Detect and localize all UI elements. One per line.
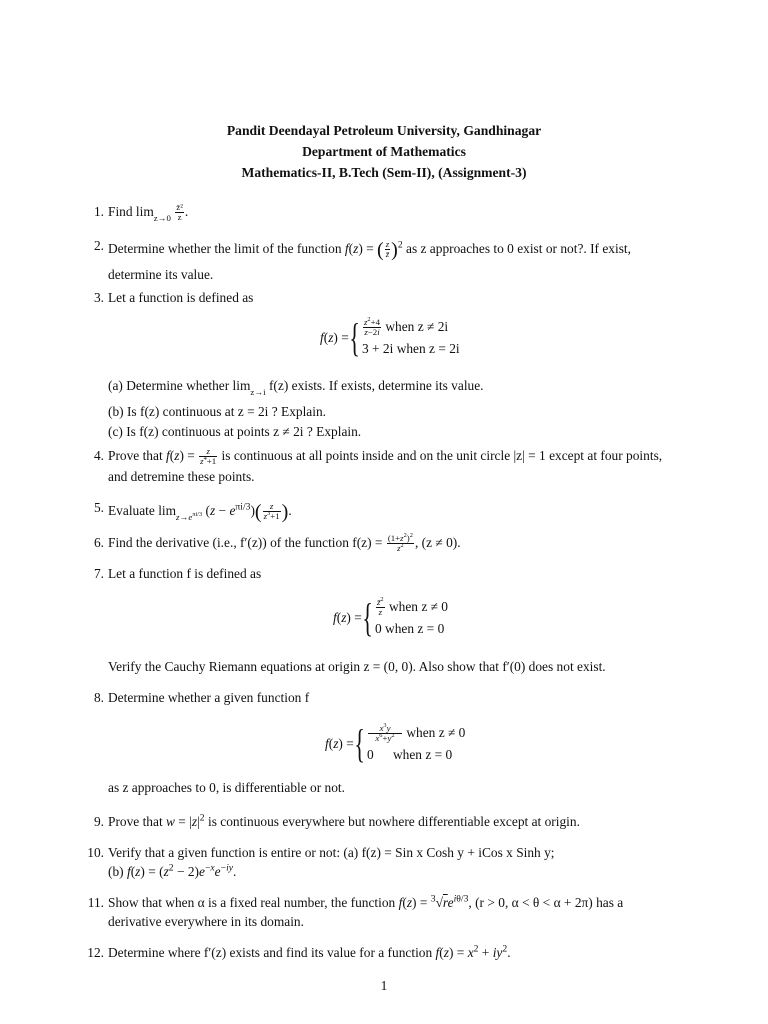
problem-number: 7. — [93, 566, 104, 581]
problem-text: Let a function is defined as — [108, 290, 254, 305]
problem-number: 5. — [93, 500, 104, 515]
problem-text: Show that when α is a fixed real number, the function $f(z) = ^3√re^{i\theta/3}$, (r > 0, α < θ < α + 2π) has a derivative everywhere in its domain. — [108, 893, 624, 930]
piecewise-definition: f(z) = { $\frac{z̄^2}{z}$ when z ≠ 0 0 when z = 0 — [333, 595, 449, 640]
course-title: Mathematics-II, B.Tech (Sem-II), (Assignment-3) — [241, 165, 527, 180]
problem-number: 8. — [93, 690, 104, 705]
problem-number: 11. — [87, 895, 104, 910]
problem-text: Determine whether the limit of the function f(z) = ( $\frac{z}{z̄}$ )$^2$ as z approaches to 0 exist or not?. If exist, determine its value. — [108, 239, 631, 283]
fraction: $\frac{\text{z̄²}}{z}$ — [176, 202, 183, 223]
problem-text: Determine whether a given function f — [108, 690, 310, 705]
department-name: Department of Mathematics — [302, 144, 466, 159]
problem-number: 4. — [93, 448, 104, 463]
problem-text: Find $\lim_{z\to 0}$ $\frac{\text{z̄²}}{z}$ . — [108, 202, 189, 223]
problem-text: Determine where f′(z) exists and find its value for a function $f(z) = x^2 + iy^2$. — [108, 943, 511, 960]
page-number: 1 — [380, 978, 388, 993]
problem-text: Prove that f(z) = $\frac{z}{z^4+1}$ is continuous at all points inside and on the unit circle |z| = 1 except at four points, and detremine these points. — [108, 446, 663, 484]
problem-text: Verify that a given function is entire or not: (a) f(z) = Sin x Cosh y + iCos x Sinh y; (b) $f(z) = (z^2 - 2)e^{-x}e^{-iy}$. — [108, 845, 555, 880]
problem-text: Prove that $w = |z|^2$ is continuous everywhere but nowhere differentiable except at origin. — [108, 812, 580, 829]
problem-text: Evaluate $\lim_{z\to e^{\pi i/3}} (z - e^{\pi i/3})$( $\frac{z}{z^3+1}$ ). — [108, 501, 292, 523]
problem-number: 6. — [93, 535, 104, 550]
problem-number: 3. — [93, 290, 104, 305]
problem-text: Let a function f is defined as — [108, 566, 262, 581]
problem-number: 9. — [93, 814, 104, 829]
piecewise-definition: f(z) = { $\frac{z^2+4}{z-2i}$ when z ≠ 2i 3 + 2i when z = 2i — [320, 315, 460, 360]
problem-number: 1. — [93, 204, 104, 219]
problem-number: 10. — [87, 845, 104, 860]
problem-text: Find the derivative (i.e., f′(z)) of the function f(z) = $\frac{(1+z^2)^2}{z^2}$ , (z ≠ 0). — [108, 532, 461, 554]
problem-number: 12. — [87, 945, 104, 960]
problem-number: 2. — [93, 238, 104, 253]
university-name: Pandit Deendayal Petroleum University, Gandhinagar — [226, 123, 542, 138]
document-header — [0, 120, 768, 183]
piecewise-definition: f(z) = { $\frac{x^3y}{x^6+y^2}$ when z ≠ 0 0 when z = 0 — [325, 721, 466, 766]
